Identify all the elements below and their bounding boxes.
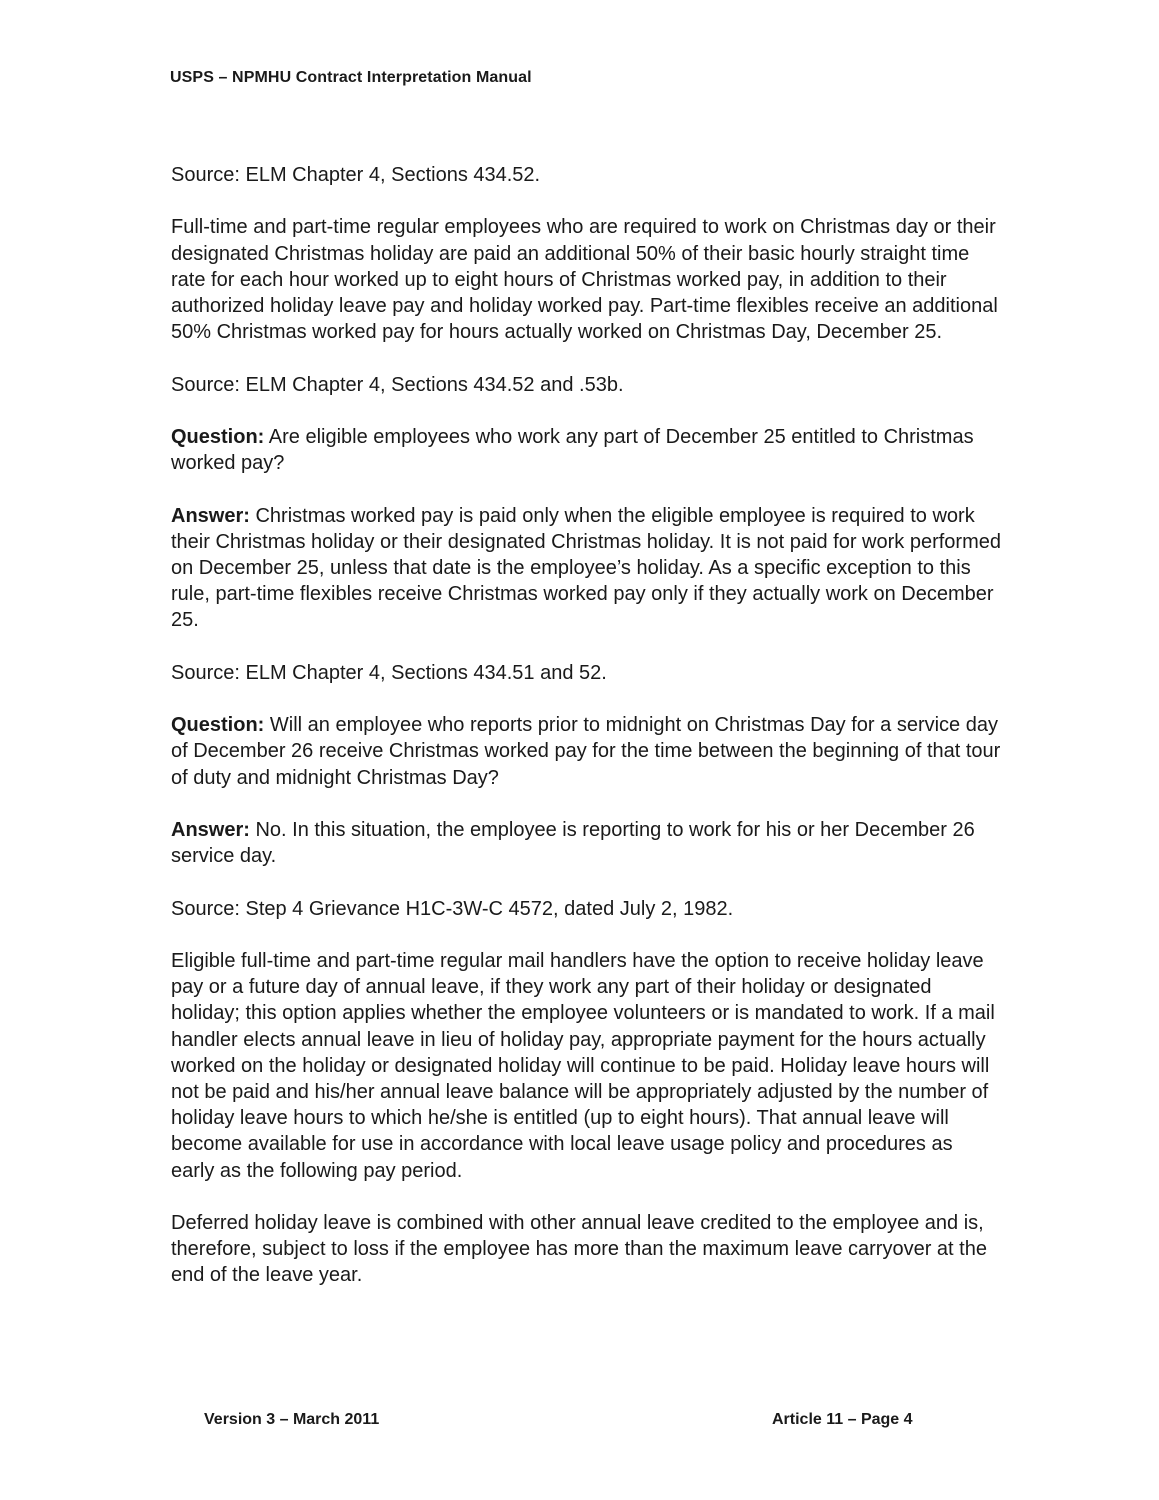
source-paragraph (171, 896, 1001, 922)
body-paragraph (171, 1210, 1001, 1289)
source-paragraph (171, 372, 1001, 398)
paragraph-text: Christmas worked pay is paid only when the eligible employee is required to work their Christmas holiday or their designated Christmas holiday. It is not paid for work performed on December 25, unless that date is the employee’s holiday. As a specific exception to this rule, part-time flexibles receive Christmas worked pay only if they actually work on December 25. (171, 504, 1001, 632)
question-paragraph (171, 424, 1001, 476)
paragraph-text: Will an employee who reports prior to midnight on Christmas Day for a service day of December 26 receive Christmas worked pay for the time between the beginning of that tour of duty and midnight Christmas Day? (171, 714, 1001, 789)
question-label: Question: (171, 425, 265, 448)
footer-page-number: Article 11 – Page 4 (772, 1411, 913, 1428)
paragraph-text: Source: ELM Chapter 4, Sections 434.51 and 52. (171, 661, 607, 684)
paragraph-text: Eligible full-time and part-time regular mail handlers have the option to receive holiday leave pay or a future day of annual leave, if they work any part of their holiday or designated holiday; this option applies whether the employee volunteers or is mandated to work. If a mail handler elects annual leave in lieu of holiday pay, appropriate payment for the hours actually worked on the holiday or designated holiday will continue to be paid. Holiday leave hours will not be paid and his/her annual leave balance will be appropriately adjusted by the number of holiday leave hours to which he/she is entitled (up to eight hours). That annual leave will become available for use in accordance with local leave usage policy and procedures as early as the following pay period. (171, 949, 995, 1182)
paragraph-text: Source: ELM Chapter 4, Sections 434.52. (171, 164, 541, 186)
paragraph-text: Deferred holiday leave is combined with other annual leave credited to the employee and is, therefore, subject to loss if the employee has more than the maximum leave carryover at the end of the leave year. (171, 1211, 987, 1287)
paragraph-text: Are eligible employees who work any part of December 25 entitled to Christmas worked pay? (171, 425, 974, 475)
page-header: USPS – NPMHU Contract Interpretation Manual (170, 69, 532, 86)
document-body (171, 162, 1001, 1315)
paragraph-text: Source: Step 4 Grievance H1C-3W-C 4572, dated July 2, 1982. (171, 897, 734, 920)
body-paragraph (171, 214, 1001, 345)
paragraph-text: Full-time and part-time regular employees who are required to work on Christmas day or their designated Christmas holiday are paid an additional 50% of their basic hourly straight time rate for each hour worked up to eight hours of Christmas worked pay, in addition to their authorized holiday leave pay and holiday worked pay. Part-time flexibles receive an additional 50% Christmas worked pay for hours actually worked on Christmas Day, December 25. (171, 216, 998, 344)
footer-version: Version 3 – March 2011 (204, 1411, 380, 1428)
paragraph-text: No. In this situation, the employee is reporting to work for his or her December 26 service day. (171, 818, 975, 868)
source-paragraph (171, 162, 1001, 188)
answer-label: Answer: (171, 504, 250, 527)
question-paragraph (171, 712, 1001, 791)
answer-label: Answer: (171, 818, 250, 841)
question-label: Question: (171, 714, 265, 737)
body-paragraph (171, 948, 1001, 1184)
answer-paragraph (171, 817, 1001, 869)
answer-paragraph (171, 503, 1001, 634)
paragraph-text: Source: ELM Chapter 4, Sections 434.52 and .53b. (171, 373, 624, 396)
source-paragraph (171, 660, 1001, 686)
